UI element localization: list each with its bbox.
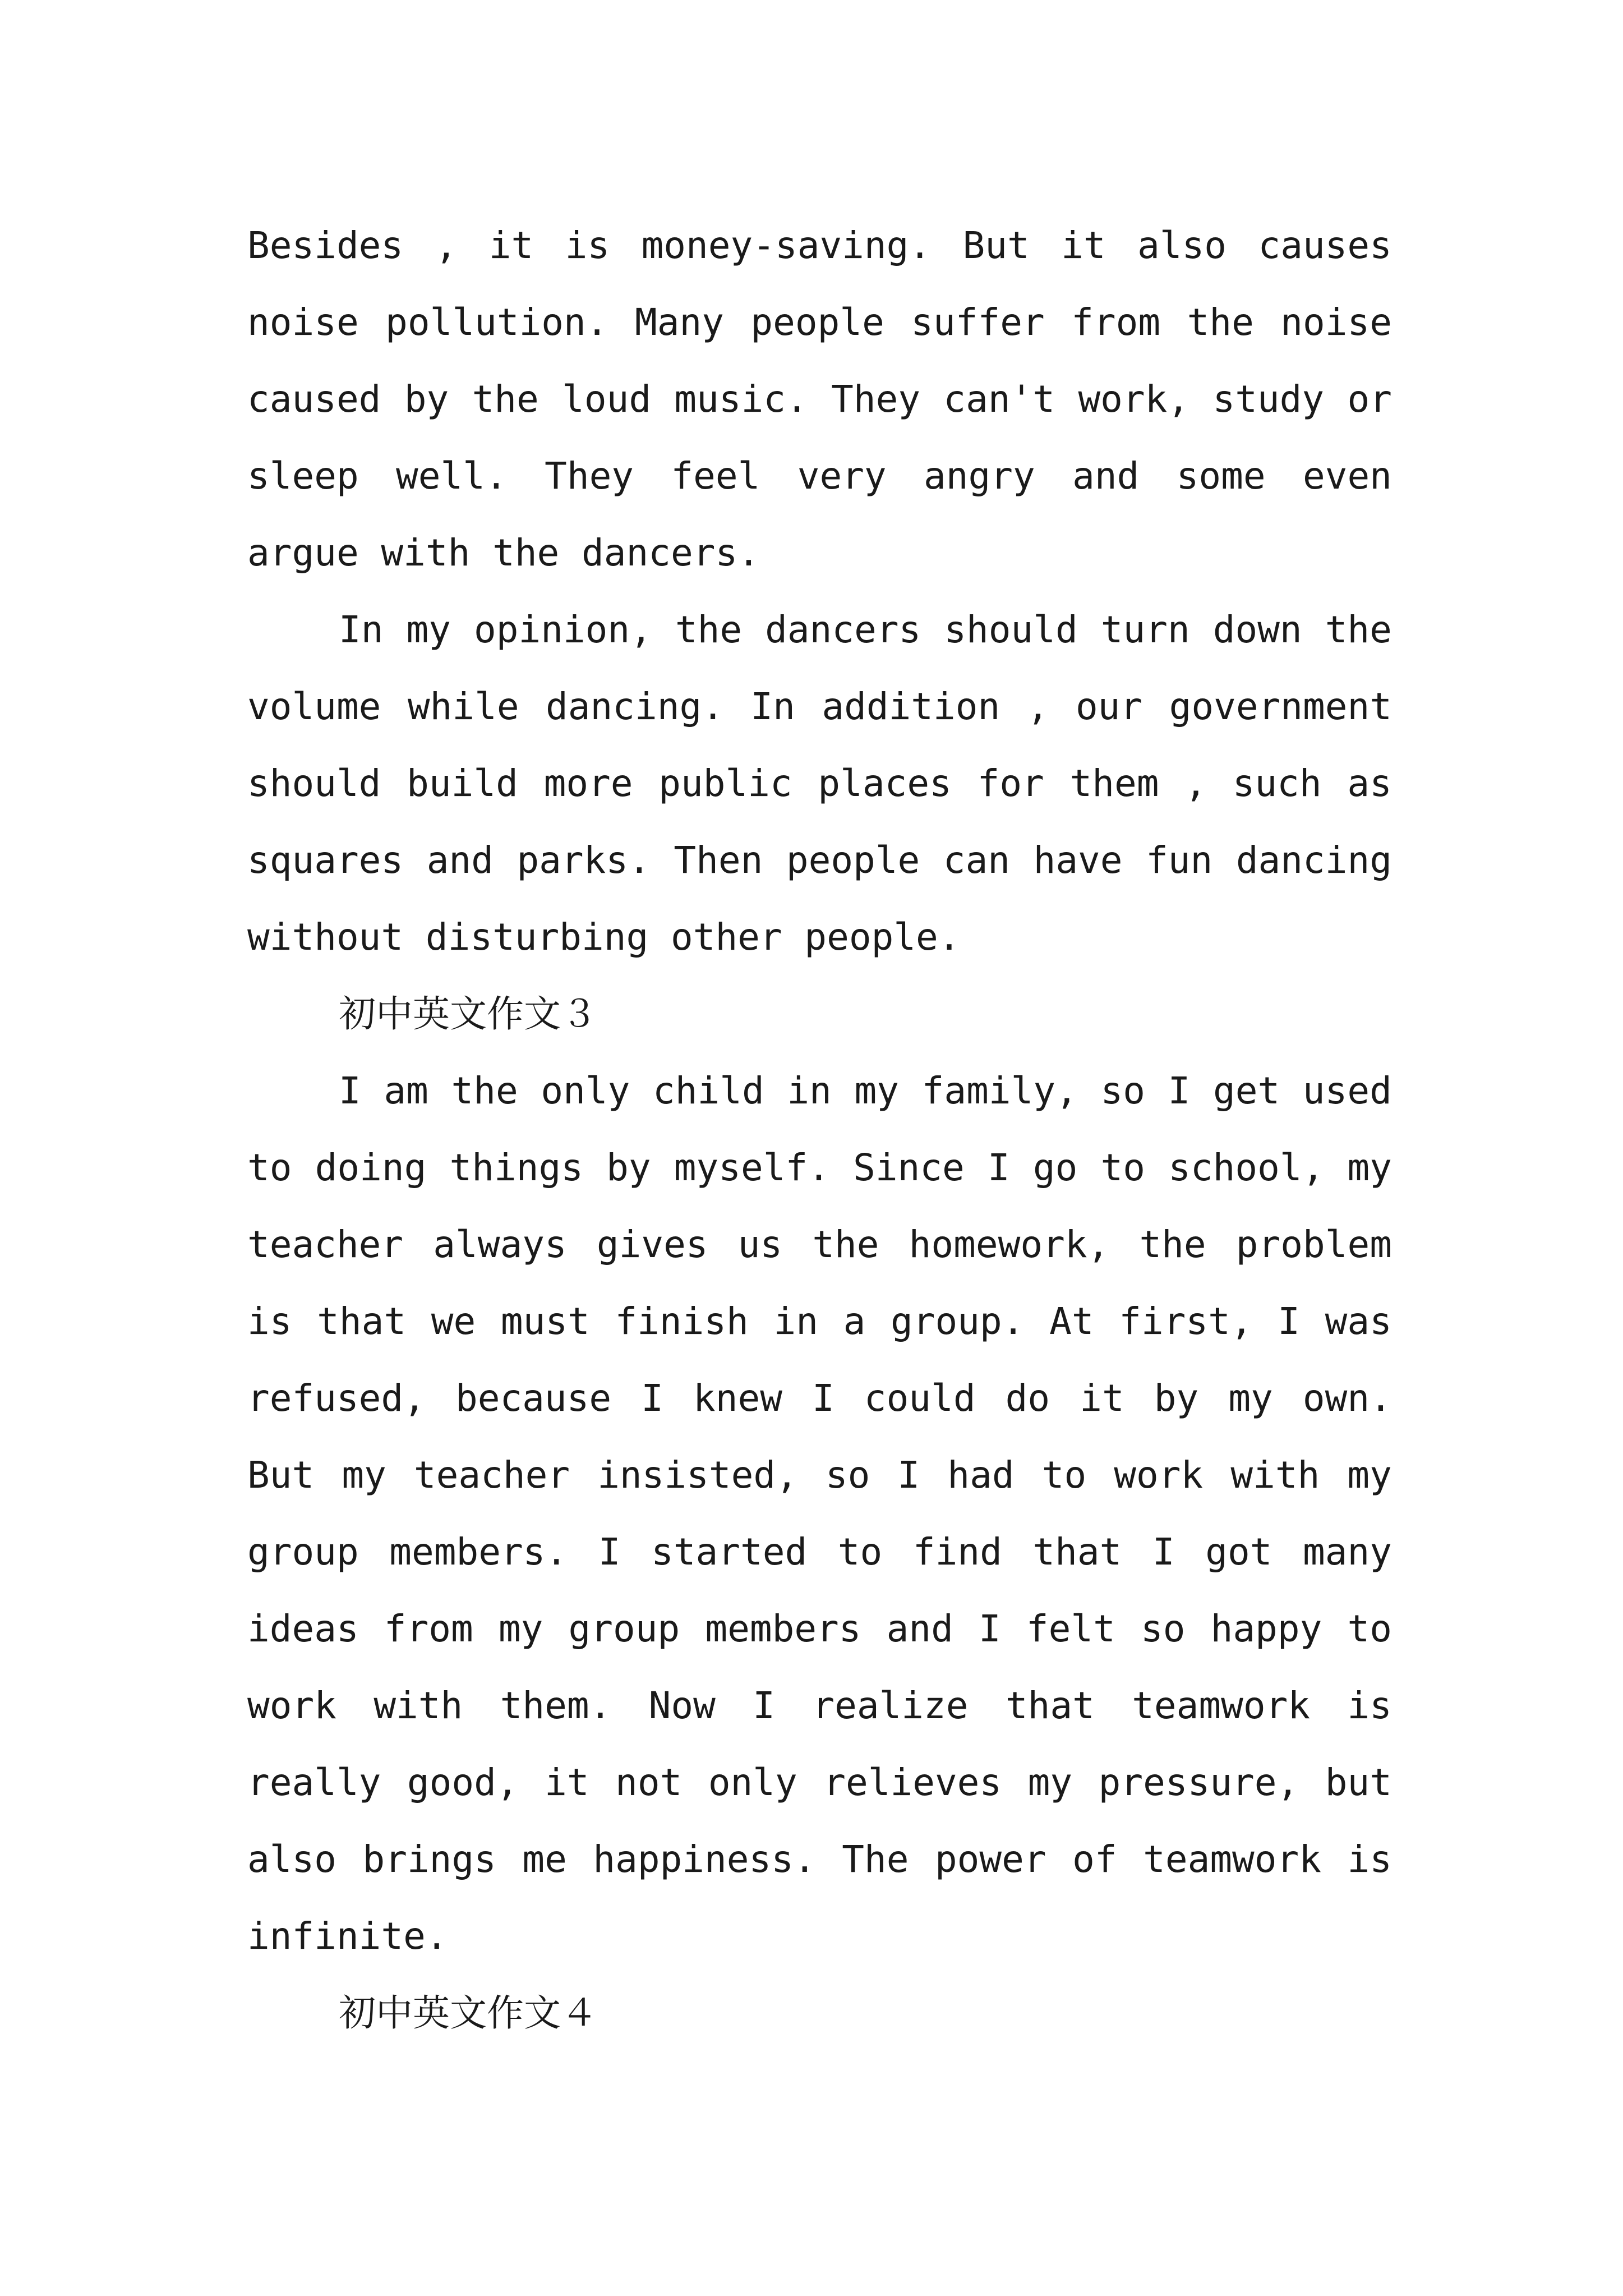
text-line: [247, 1437, 1392, 1513]
word: them.: [500, 1684, 612, 1727]
word: causes: [1258, 224, 1392, 267]
word: in: [787, 1069, 832, 1112]
word: But: [247, 1453, 315, 1497]
word: group: [247, 1530, 359, 1573]
word: from: [1071, 301, 1161, 344]
word: many: [1303, 1530, 1392, 1573]
word: had: [947, 1453, 1015, 1497]
word: my: [406, 608, 451, 651]
word: people: [750, 301, 884, 344]
word: Then: [674, 839, 763, 882]
word: always: [433, 1223, 567, 1266]
word: used: [1302, 1069, 1392, 1112]
word: music.: [674, 378, 808, 421]
word: work,: [1078, 378, 1190, 421]
word: I: [753, 1684, 775, 1727]
word: work: [247, 1684, 336, 1727]
word: opinion,: [474, 608, 652, 651]
word: They: [831, 378, 921, 421]
word: only: [708, 1761, 797, 1804]
word: addition: [822, 685, 1000, 728]
text-line: [247, 1283, 1392, 1360]
word: members: [705, 1607, 861, 1650]
word: them: [1069, 762, 1159, 805]
word: ,: [435, 224, 458, 267]
word: teamwork: [1132, 1684, 1311, 1727]
word: it: [488, 224, 534, 267]
word: find: [912, 1530, 1002, 1573]
word: group: [568, 1607, 680, 1650]
word: I: [1168, 1069, 1191, 1112]
word: people: [786, 839, 920, 882]
word: our: [1075, 685, 1143, 728]
word: study: [1212, 378, 1325, 421]
word: is: [1347, 1838, 1392, 1881]
word: I: [987, 1146, 1010, 1189]
word: squares: [247, 839, 404, 882]
word: parks.: [517, 839, 651, 882]
word: feel: [671, 454, 760, 498]
word: In: [339, 608, 384, 651]
word: the: [1139, 1223, 1206, 1266]
word: Many: [634, 301, 724, 344]
text-line: [247, 284, 1392, 361]
word: we: [431, 1300, 476, 1343]
word: realize: [812, 1684, 969, 1727]
text-line: [247, 1590, 1392, 1667]
text-line: [247, 1129, 1392, 1206]
word: They: [545, 454, 634, 498]
word: have: [1033, 839, 1123, 882]
word: homework,: [909, 1223, 1110, 1266]
word: my: [1228, 1377, 1273, 1420]
text-line: [247, 1513, 1392, 1590]
word: by: [404, 378, 449, 421]
word: refused,: [247, 1377, 426, 1420]
word: angry: [924, 454, 1035, 498]
text-line: [247, 1360, 1392, 1437]
word: the: [1325, 608, 1392, 651]
word: caused: [247, 378, 381, 421]
word: teacher: [413, 1453, 570, 1497]
word: well.: [396, 454, 508, 498]
word: very: [797, 454, 887, 498]
word: for: [977, 762, 1044, 805]
word: At: [1049, 1300, 1094, 1343]
word: public: [658, 762, 792, 805]
word: sleep: [247, 454, 359, 498]
word: as: [1347, 762, 1392, 805]
word: I: [897, 1453, 920, 1497]
word: myself.: [674, 1146, 830, 1189]
word: it: [545, 1761, 589, 1804]
word: go: [1032, 1146, 1078, 1189]
word: group.: [891, 1300, 1025, 1343]
word: that: [317, 1300, 407, 1343]
word: and: [886, 1607, 953, 1650]
word: so: [1141, 1607, 1186, 1650]
word: to: [1347, 1607, 1392, 1650]
word: also: [247, 1838, 336, 1881]
word: to: [1100, 1146, 1146, 1189]
word: is: [565, 224, 610, 267]
word: loud: [562, 378, 652, 421]
word: gives: [596, 1223, 708, 1266]
word: and: [1072, 454, 1140, 498]
word: but: [1325, 1761, 1392, 1804]
text-line: [247, 668, 1392, 745]
word: child: [653, 1069, 764, 1112]
word: only: [541, 1069, 630, 1112]
text-line: infinite.: [247, 1915, 448, 1958]
text-line: [247, 745, 1392, 822]
word: by: [1154, 1377, 1199, 1420]
word: my: [1347, 1146, 1392, 1189]
word: do: [1005, 1377, 1050, 1420]
word: my: [342, 1453, 386, 1497]
word: knew: [693, 1377, 782, 1420]
word: some: [1176, 454, 1266, 498]
word: brings: [362, 1838, 496, 1881]
word: dancing: [1235, 839, 1392, 882]
word: in: [773, 1300, 818, 1343]
word: to: [837, 1530, 883, 1573]
word: by: [606, 1146, 651, 1189]
word: In: [750, 685, 795, 728]
word: pollution.: [385, 301, 608, 344]
word: my: [854, 1069, 899, 1112]
word: relieves: [823, 1761, 1002, 1804]
text-line: [247, 822, 1392, 899]
text-line: [247, 591, 1392, 668]
word: can: [943, 839, 1011, 882]
text-line: [247, 1744, 1392, 1821]
word: good,: [407, 1761, 519, 1804]
word: the: [472, 378, 539, 421]
word: dancing.: [546, 685, 724, 728]
word: dancers: [765, 608, 921, 651]
word: got: [1205, 1530, 1272, 1573]
word: suffer: [911, 301, 1045, 344]
word: insisted,: [597, 1453, 798, 1497]
text-line: [247, 438, 1392, 514]
word: felt: [1026, 1607, 1115, 1650]
word: I: [598, 1530, 621, 1573]
word: finish: [615, 1300, 749, 1343]
word: or: [1347, 378, 1392, 421]
word: of: [1072, 1838, 1117, 1881]
word: problem: [1235, 1223, 1392, 1266]
word: power: [934, 1838, 1046, 1881]
word: such: [1232, 762, 1322, 805]
word: the: [675, 608, 743, 651]
word: teacher: [247, 1223, 404, 1266]
word: because: [455, 1377, 612, 1420]
word: things: [449, 1146, 583, 1189]
word: should: [944, 608, 1078, 651]
text-line: [247, 361, 1392, 438]
word: while: [407, 685, 519, 728]
text-line: [247, 1206, 1392, 1283]
word: work: [1114, 1453, 1204, 1497]
word: could: [864, 1377, 976, 1420]
word: even: [1302, 454, 1392, 498]
word: school,: [1168, 1146, 1325, 1189]
word: us: [737, 1223, 783, 1266]
word: money-saving.: [641, 224, 932, 267]
word: places: [818, 762, 952, 805]
text-line: [247, 207, 1392, 284]
word: members.: [389, 1530, 568, 1573]
word: am: [384, 1069, 428, 1112]
word: it: [1080, 1377, 1124, 1420]
text-line: [247, 1821, 1392, 1898]
word: it: [1061, 224, 1106, 267]
word: The: [842, 1838, 909, 1881]
word: build: [407, 762, 518, 805]
word: family,: [921, 1069, 1078, 1112]
word: fun: [1146, 839, 1213, 882]
word: from: [384, 1607, 473, 1650]
word: volume: [247, 685, 381, 728]
word: the: [451, 1069, 518, 1112]
text-line: [247, 1052, 1392, 1129]
word: ,: [1026, 685, 1049, 728]
word: must: [500, 1300, 590, 1343]
word: Besides: [247, 224, 404, 267]
word: started: [651, 1530, 808, 1573]
word: and: [426, 839, 494, 882]
word: government: [1169, 685, 1392, 728]
section-heading: 初中英文作文４: [339, 1991, 598, 2035]
word: can't: [943, 378, 1055, 421]
text-line: without disturbing other people.: [247, 915, 961, 959]
word: ideas: [247, 1607, 359, 1650]
word: doing: [315, 1146, 427, 1189]
word: the: [1187, 301, 1254, 344]
word: I: [812, 1377, 834, 1420]
word: also: [1137, 224, 1227, 267]
word: with: [1230, 1453, 1320, 1497]
word: so: [825, 1453, 870, 1497]
word: Now: [648, 1684, 716, 1727]
word: down: [1212, 608, 1302, 651]
section-heading: 初中英文作文３: [339, 992, 598, 1036]
word: get: [1213, 1069, 1280, 1112]
word: is: [1347, 1684, 1392, 1727]
word: with: [374, 1684, 463, 1727]
word: that: [1032, 1530, 1122, 1573]
word: teamwork: [1143, 1838, 1321, 1881]
word: I: [1278, 1300, 1301, 1343]
word: a: [843, 1300, 866, 1343]
word: is: [247, 1300, 292, 1343]
word: noise: [247, 301, 359, 344]
word: I: [641, 1377, 663, 1420]
word: Since: [853, 1146, 965, 1189]
word: me: [522, 1838, 567, 1881]
word: not: [615, 1761, 683, 1804]
text-line: argue with the dancers.: [247, 531, 760, 574]
word: pressure,: [1098, 1761, 1299, 1804]
word: I: [339, 1069, 361, 1112]
word: own.: [1302, 1377, 1392, 1420]
word: to: [1041, 1453, 1087, 1497]
word: I: [979, 1607, 1001, 1650]
word: my: [1347, 1453, 1392, 1497]
word: I: [1152, 1530, 1175, 1573]
word: the: [812, 1223, 879, 1266]
word: my: [498, 1607, 543, 1650]
text-line: [247, 1667, 1392, 1744]
word: was: [1325, 1300, 1392, 1343]
word: should: [247, 762, 381, 805]
word: that: [1005, 1684, 1095, 1727]
word: noise: [1280, 301, 1392, 344]
word: But: [962, 224, 1030, 267]
word: more: [543, 762, 633, 805]
word: my: [1027, 1761, 1073, 1804]
word: first,: [1119, 1300, 1253, 1343]
word: turn: [1100, 608, 1190, 651]
word: ,: [1184, 762, 1207, 805]
word: so: [1100, 1069, 1145, 1112]
word: happy: [1210, 1607, 1322, 1650]
word: to: [247, 1146, 292, 1189]
word: really: [247, 1761, 381, 1804]
word: happiness.: [593, 1838, 816, 1881]
